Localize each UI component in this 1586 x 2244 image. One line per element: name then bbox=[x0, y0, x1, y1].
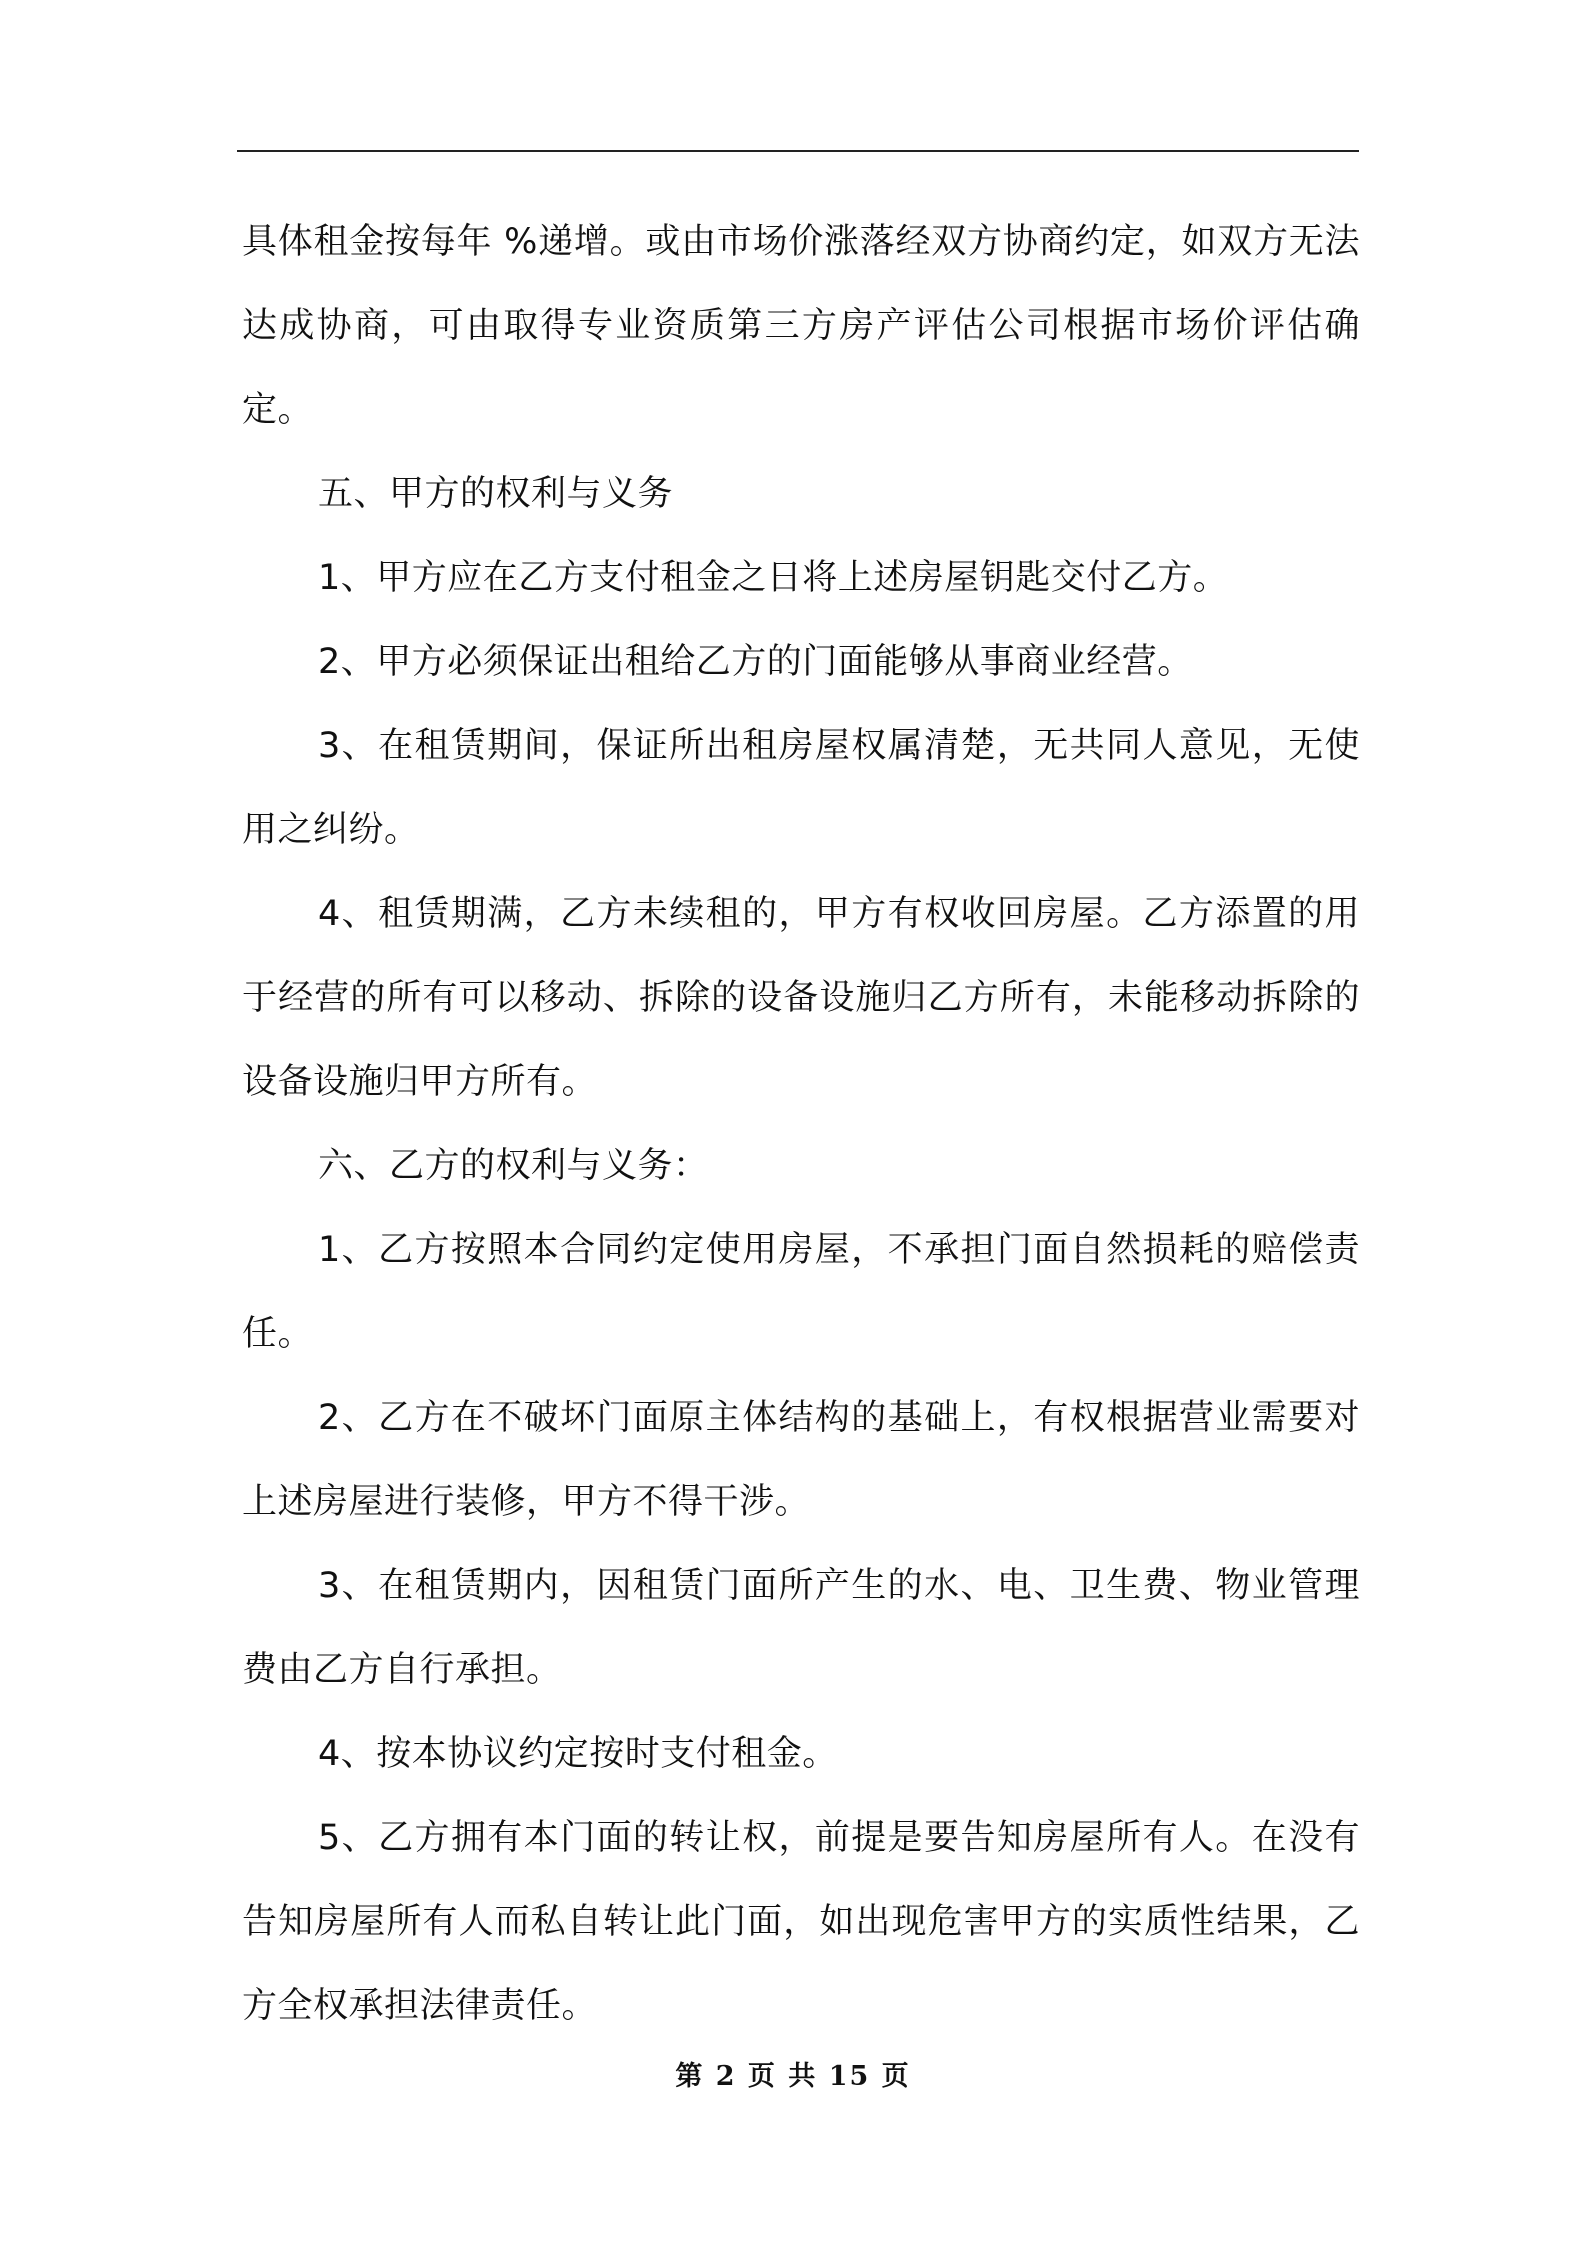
paragraph: 1、乙方按照本合同约定使用房屋，不承担门面自然损耗的赔偿责任。 bbox=[242, 1230, 1360, 1354]
paragraph: 3、在租赁期内，因租赁门面所产生的水、电、卫生费、物业管理费由乙方自行承担。 bbox=[242, 1566, 1360, 1690]
header-rule bbox=[237, 150, 1359, 152]
paragraph: 2、乙方在不破坏门面原主体结构的基础上，有权根据营业需要对上述房屋进行装修，甲方不得干涉。 bbox=[242, 1398, 1360, 1522]
paragraph: 1、甲方应在乙方支付租金之日将上述房屋钥匙交付乙方。 bbox=[318, 558, 1229, 598]
paragraph: 4、按本协议约定按时支付租金。 bbox=[318, 1734, 838, 1774]
paragraph: 4、租赁期满，乙方未续租的，甲方有权收回房屋。乙方添置的用于经营的所有可以移动、拆除的设备设施归乙方所有，未能移动拆除的设备设施归甲方所有。 bbox=[242, 894, 1360, 1102]
page-number-footer: 第 2 页 共 15 页 bbox=[675, 2061, 911, 2092]
paragraph: 3、在租赁期间，保证所出租房屋权属清楚，无共同人意见，无使用之纠纷。 bbox=[242, 726, 1360, 850]
paragraph: 具体租金按每年 %递增。或由市场价涨落经双方协商约定，如双方无法达成协商，可由取得专业资质第三方房产评估公司根据市场价评估确定。 bbox=[242, 222, 1360, 430]
section-heading: 五、甲方的权利与义务 bbox=[318, 474, 674, 514]
paragraph: 2、甲方必须保证出租给乙方的门面能够从事商业经营。 bbox=[318, 642, 1193, 682]
document-body bbox=[242, 200, 1360, 2048]
paragraph: 5、乙方拥有本门面的转让权，前提是要告知房屋所有人。在没有告知房屋所有人而私自转让此门面，如出现危害甲方的实质性结果，乙方全权承担法律责任。 bbox=[242, 1818, 1360, 2026]
section-heading: 六、乙方的权利与义务： bbox=[318, 1146, 709, 1186]
